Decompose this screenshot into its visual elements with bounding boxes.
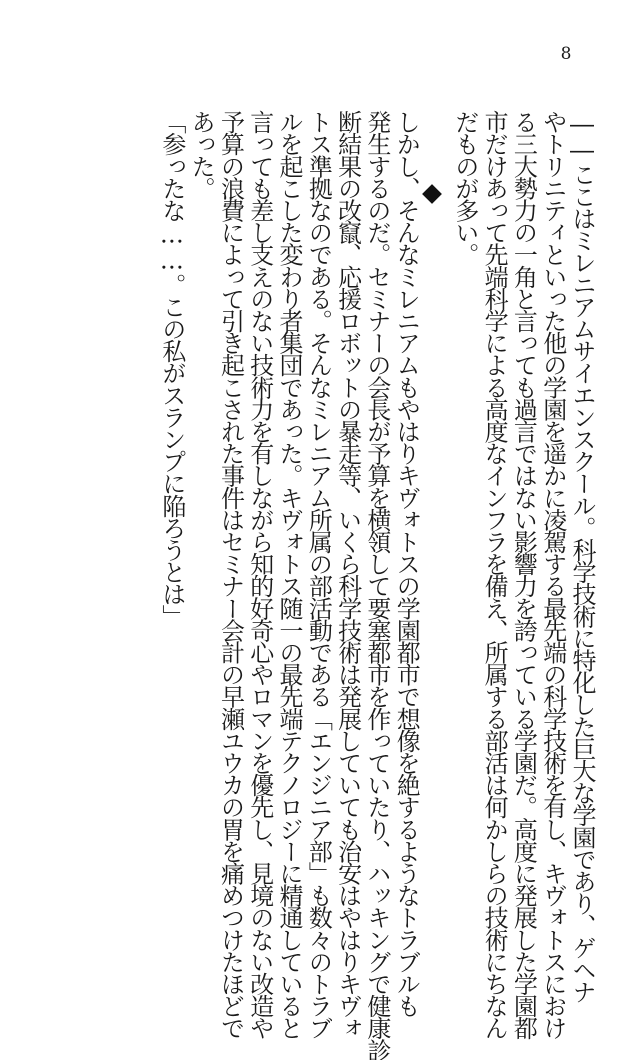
text-line: ルを起こした変わり者集団であった。キヴォトス随一の最先端テクノロジーに精通していると bbox=[275, 110, 304, 1039]
text-line: しかし、そんなミレニアムもやはりキヴォトスの学園都市で想像を絶するようなトラブルも bbox=[392, 110, 421, 1017]
text-line: 予算の浪費によって引き起こされた事件はセミナー会計の早瀬ユウカの胃を痛めつけたほどで bbox=[216, 110, 245, 1039]
text-line: 「参ったな……。この私がスランプに陥ろうとは」 bbox=[157, 110, 186, 627]
text-line: 発生するのだ。セミナーの会長が予算を横領して要塞都市を作っていたり、ハッキングで健康診 bbox=[362, 110, 391, 1060]
diamond-icon bbox=[422, 184, 442, 204]
text-line: ――ここはミレニアムサイエンスクール。科学技術に特化した巨大な学園であり、ゲヘナ bbox=[568, 110, 596, 1003]
text-line: やトリニティといった他の学園を遥かに凌駕する最先端の科学技術を有し、キヴォトスにおけ bbox=[538, 110, 567, 1039]
vertical-text-body bbox=[157, 110, 596, 1060]
page-number: 8 bbox=[560, 44, 572, 64]
text-line: る三大勢力の一角と言っても過言ではない影響力を誇っている学園だ。高度に発展した学園都 bbox=[509, 110, 538, 1039]
text-line: 断結果の改竄、応援ロボットの暴走等、いくら科学技術は発展していても治安はやはりキヴォ bbox=[333, 110, 362, 1039]
text-line: あった。 bbox=[187, 110, 216, 199]
text-line: 市だけあって先端科学による高度なインフラを備え、所属する部活は何かしらの技術にちなん bbox=[480, 110, 509, 1039]
text-line: トス準拠なのである。そんなミレニアム所属の部活動である「エンジニア部」も数々のトラブ bbox=[304, 110, 333, 1039]
section-break bbox=[420, 110, 449, 860]
text-line: だものが多い。 bbox=[450, 110, 479, 265]
text-line: 言っても差し支えのない技術力を有しながら知的好奇心やロマンを優先し、見境のない改造や bbox=[245, 110, 274, 1039]
